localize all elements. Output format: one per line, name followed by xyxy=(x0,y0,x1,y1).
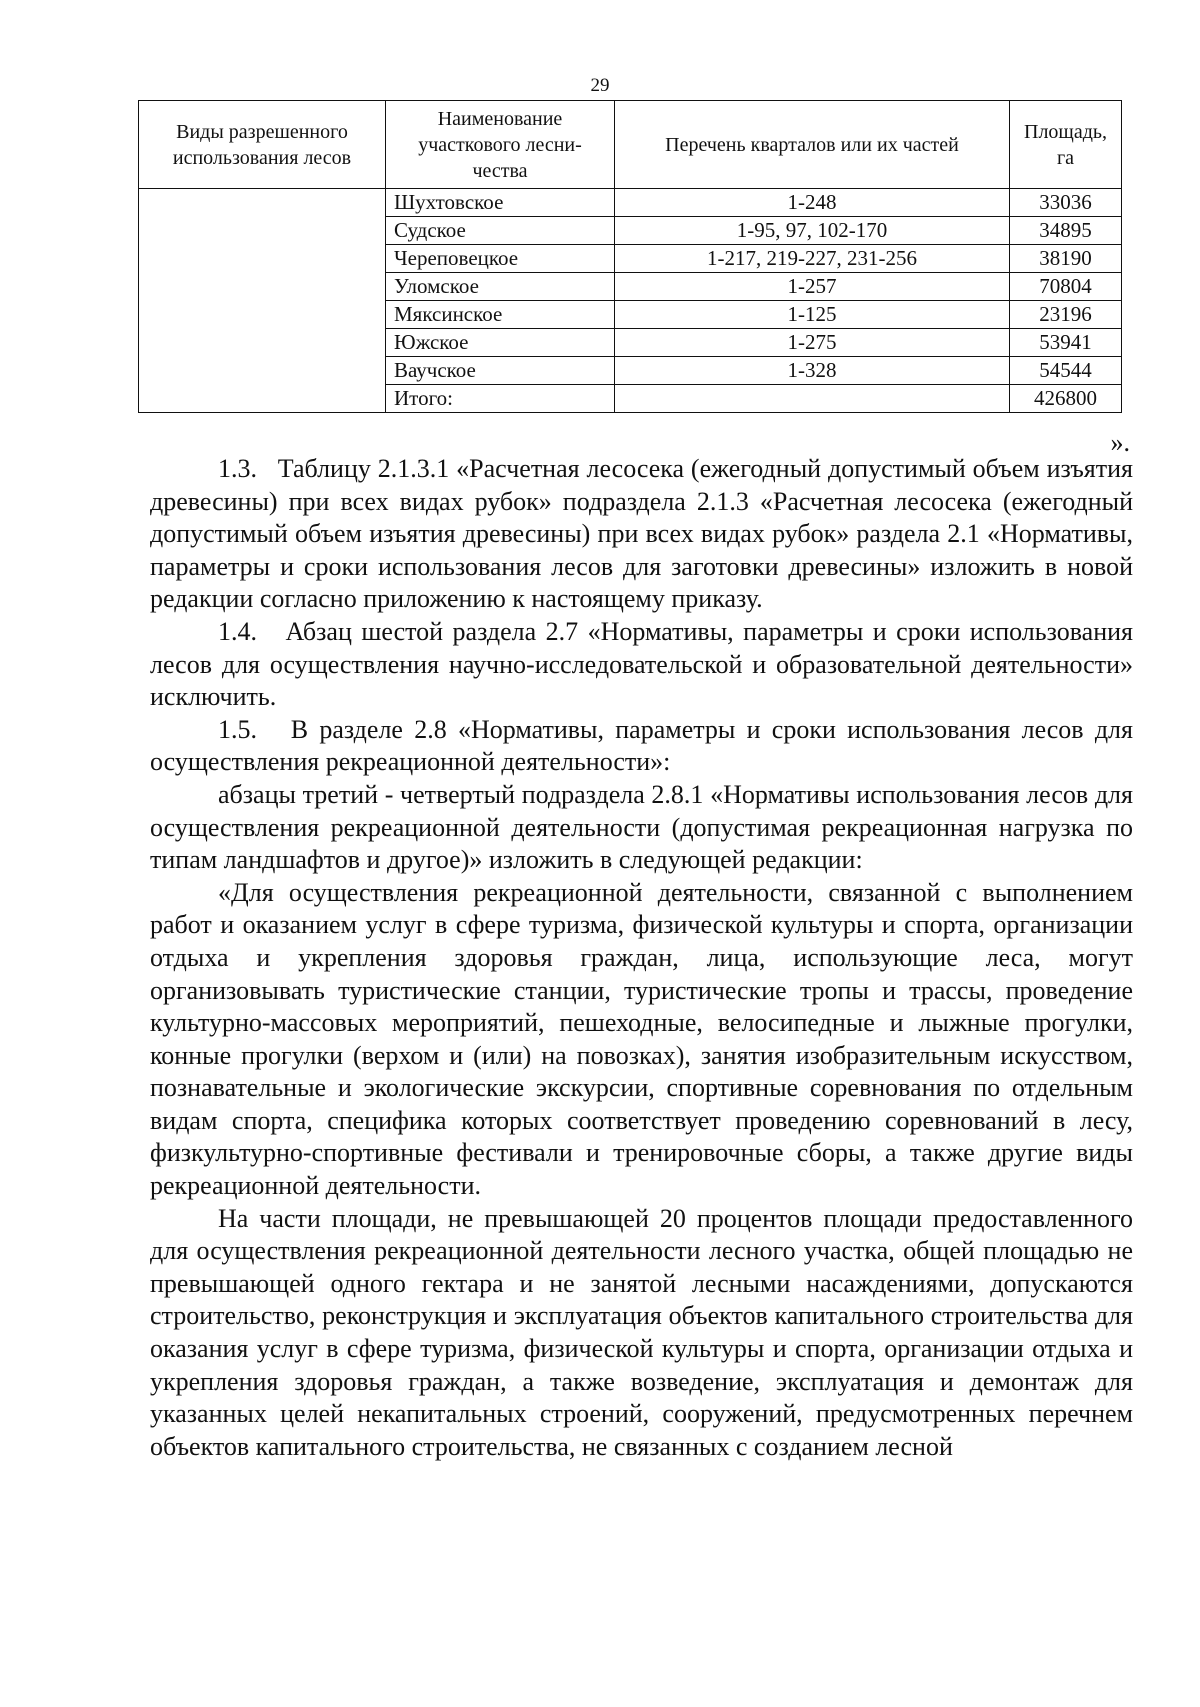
paragraph-area-limit: На части площади, не превышающей 20 процентов площади предоставленного для осуществления рекреационной деятельности лесного участка, общей площадью не превышающей одного гектара и не занятой лесными насаждениями, допускаются строительство, реконструкция и эксплуатация объектов капитального строительства для оказания услуг в сфере туризма, физической культуры и спорта, организации отдыха и укрепления здоровья граждан, а также возведение, эксплуатация и демонтаж для указанных целей некапитальных строений, сооружений, предусмотренных перечнем объектов капитального строительства, не связанных с созданием лесной xyxy=(150,1203,1133,1461)
forestry-table xyxy=(138,100,1122,413)
body-text xyxy=(150,453,1133,1463)
quarters-cell: 1-257 xyxy=(615,273,1010,301)
forestry-name: Череповецкое xyxy=(386,245,615,273)
area-cell: 38190 xyxy=(1010,245,1122,273)
total-label: Итого: xyxy=(386,385,615,413)
quarters-cell: 1-328 xyxy=(615,357,1010,385)
paragraph-1-3: 1.3. Таблицу 2.1.3.1 «Расчетная лесосека (ежегодный допустимый объем изъятия древесины) при всех видах рубок» подраздела 2.1.3 «Расчетная лесосека (ежегодный допустимый объем изъятия древесины) при всех видах рубок» раздела 2.1 «Нормативы, параметры и сроки использования лесов для заготовки древесины» изложить в новой редакции согласно приложению к настоящему приказу. xyxy=(150,454,1133,614)
header-quarters: Перечень кварталов или их частей xyxy=(615,101,1010,189)
quarters-cell: 1-125 xyxy=(615,301,1010,329)
area-cell: 33036 xyxy=(1010,189,1122,217)
header-area: Площадь, га xyxy=(1010,101,1122,189)
area-cell: 70804 xyxy=(1010,273,1122,301)
area-cell: 54544 xyxy=(1010,357,1122,385)
closing-quote: ». xyxy=(1110,428,1130,457)
quarters-cell: 1-95, 97, 102-170 xyxy=(615,217,1010,245)
forestry-name: Уломское xyxy=(386,273,615,301)
header-use-type: Виды разрешенного использования лесов xyxy=(139,101,386,189)
forestry-name: Южское xyxy=(386,329,615,357)
quarters-cell: 1-275 xyxy=(615,329,1010,357)
use-type-cell xyxy=(139,189,386,413)
area-cell: 34895 xyxy=(1010,217,1122,245)
forestry-name: Мяксинское xyxy=(386,301,615,329)
forestry-name: Судское xyxy=(386,217,615,245)
total-area: 426800 xyxy=(1010,385,1122,413)
paragraph-recreation: «Для осуществления рекреационной деятельности, связанной с выполнением работ и оказанием услуг в сфере туризма, физической культуры и спорта, организации отдыха и укрепления здоровья граждан, лица, использующие леса, могут организовывать туристические станции, туристические тропы и трассы, проведение культурно-массовых мероприятий, пешеходные, велосипедные и лыжные прогулки, конные прогулки (верхом и (или) на повозках), занятия изобразительным искусством, познавательные и экологические экскурсии, спортивные соревнования по отдельным видам спорта, специфика которых соответствует проведению соревнований в лесу, физкультурно-спортивные фестивали и тренировочные сборы, а также другие виды рекреационной деятельности. xyxy=(150,877,1133,1201)
quarters-cell: 1-248 xyxy=(615,189,1010,217)
table-header-row xyxy=(139,101,1122,189)
quarters-cell: 1-217, 219-227, 231-256 xyxy=(615,245,1010,273)
paragraph-1-4: 1.4. Абзац шестой раздела 2.7 «Нормативы, параметры и сроки использования лесов для осуществления научно-исследовательской и образовательной деятельности» исключить. xyxy=(150,616,1133,712)
area-cell: 53941 xyxy=(1010,329,1122,357)
table-row xyxy=(139,189,1122,217)
paragraph-1-5: 1.5. В разделе 2.8 «Нормативы, параметры и сроки использования лесов для осуществления рекреационной деятельности»: xyxy=(150,714,1133,777)
paragraph-subsection: абзацы третий - четвертый подраздела 2.8.1 «Нормативы использования лесов для осуществления рекреационной деятельности (допустимая рекреационная нагрузка по типам ландшафтов и другое)» изложить в следующей редакции: xyxy=(150,779,1133,875)
page-number: 29 xyxy=(590,75,610,96)
quarters-cell xyxy=(615,385,1010,413)
header-forestry: Наименование участкового лесни-чества xyxy=(386,101,615,189)
forestry-name: Ваучское xyxy=(386,357,615,385)
area-cell: 23196 xyxy=(1010,301,1122,329)
forestry-name: Шухтовское xyxy=(386,189,615,217)
